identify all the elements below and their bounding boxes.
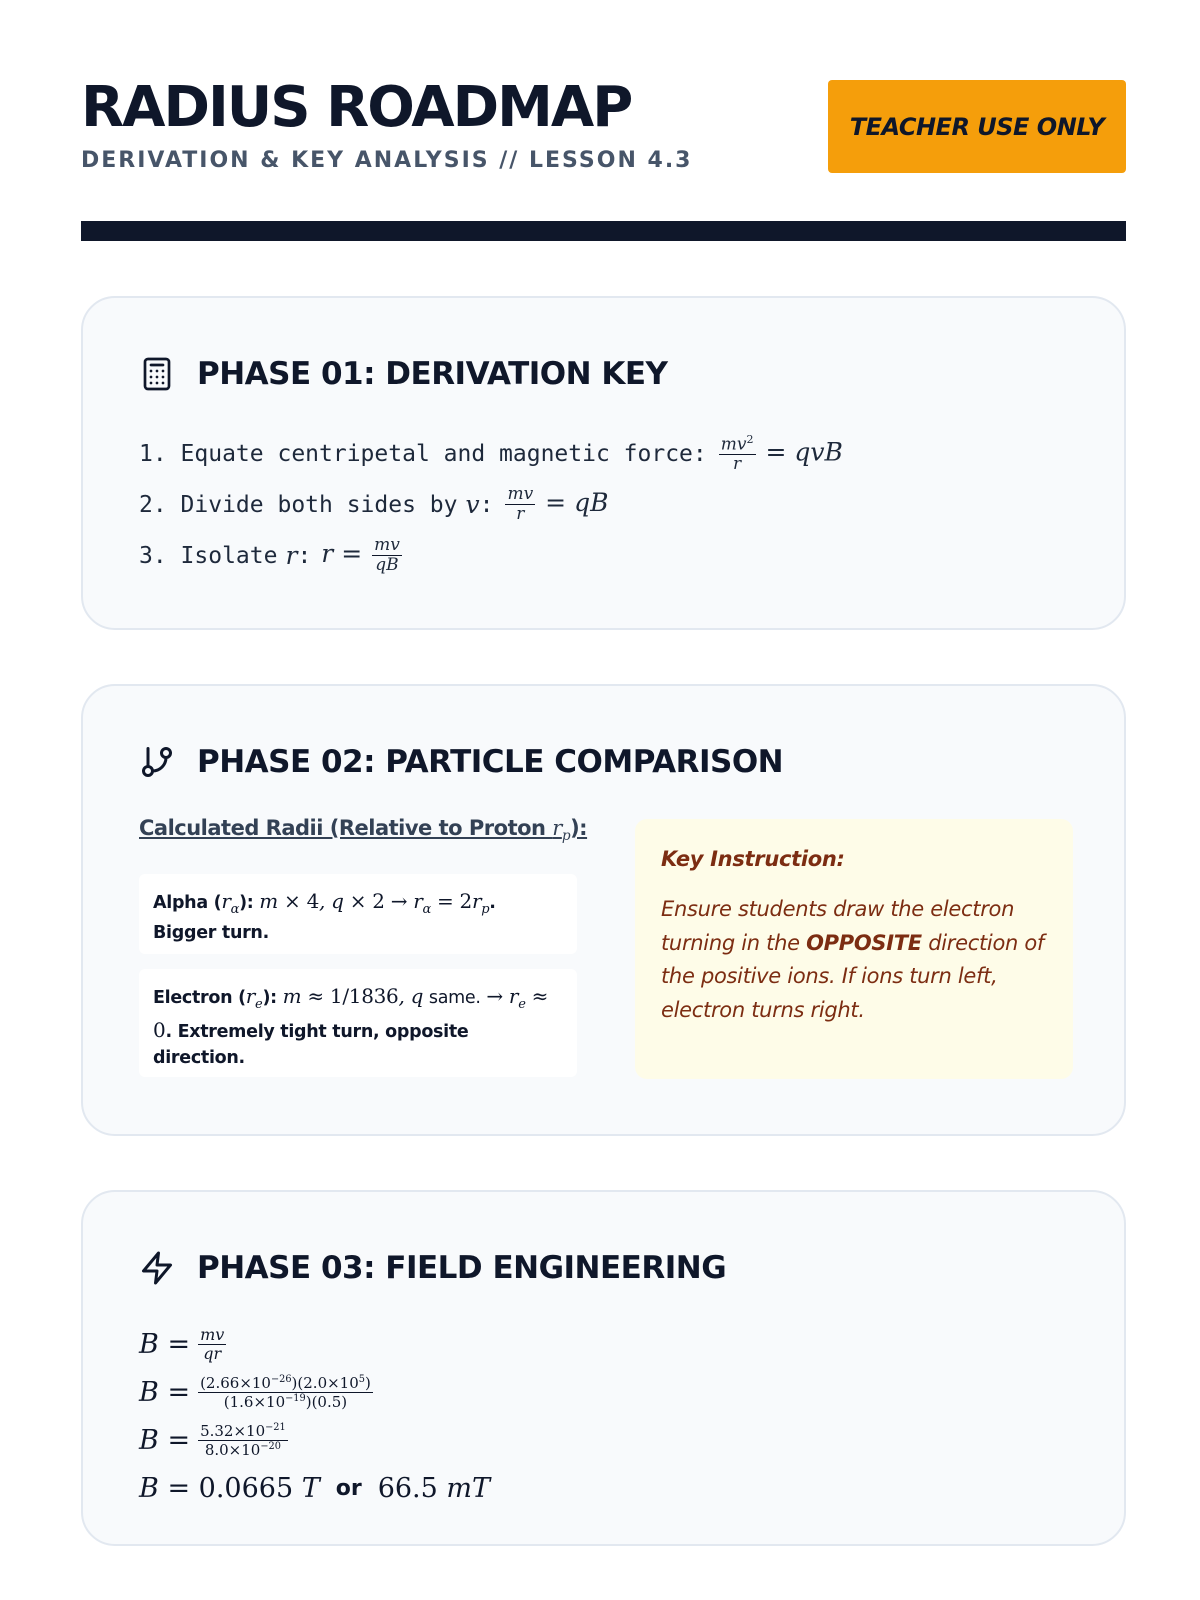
key-instruction-label: Key Instruction: <box>661 847 845 871</box>
page-subtitle: DERIVATION & KEY ANALYSIS // LESSON 4.3 <box>81 148 693 173</box>
phase-01-header <box>139 356 667 392</box>
phase-03-header <box>139 1250 726 1286</box>
phase-01-card <box>81 296 1126 630</box>
phase-03-title: PHASE 03: FIELD ENGINEERING <box>197 1250 727 1286</box>
phase-02-header <box>139 744 783 780</box>
key-instruction-text: Ensure students draw the electron turning in the OPPOSITE direction of the positive ions. If ions turn left, electron turns right. <box>661 897 1045 1022</box>
page-header <box>81 75 1126 173</box>
field-calculation <box>139 1320 490 1512</box>
lightning-icon <box>139 1250 175 1286</box>
equation-line: B = $\frac{5.32\times 10^{-21}}{8.0\times 10^{-20}}$ <box>139 1421 286 1459</box>
derivation-step: 1. Equate centripetal and magnetic force: $\frac{mv^2}{r}$ = qvB <box>139 432 843 475</box>
derivation-step: 3. Isolate r : r = $\frac{mv}{qB}$ <box>139 530 843 581</box>
radii-heading: Calculated Radii (Relative to Proton $r_p$): <box>139 816 588 845</box>
equation: $\frac{mv}{r}$ = qB <box>507 484 609 524</box>
equation: r = $\frac{mv}{qB}$ <box>321 535 400 575</box>
page-title: RADIUS ROADMAP <box>81 75 632 140</box>
equation-line: B = $\frac{(2.66\times 10^{-26})(2.0\times 10^5)}{(1.6\times 10^{-19})(0.5)}$ <box>139 1373 371 1411</box>
teacher-only-badge: TEACHER USE ONLY <box>828 80 1126 173</box>
calculator-icon <box>139 356 175 392</box>
derivation-step: 2. Divide both sides by v : $\frac{mv}{r}$ = qB <box>139 484 609 524</box>
equation: $\frac{mv^2}{r}$ = qvB <box>720 432 843 475</box>
derivation-steps <box>139 428 843 581</box>
alpha-radius-box: Alpha $(r_\alpha)$: m × 4, $q \times 2 \to r_\alpha = 2r_p$. Bigger turn. <box>139 874 577 954</box>
phase-01-title: PHASE 01: DERIVATION KEY <box>197 356 668 392</box>
git-branch-icon <box>139 744 175 780</box>
electron-radius-box: Electron $(r_e)$: m ≈ 1/1836, q same. → $r_e \approx 0$. Extremely tight turn, opposite direction. <box>139 969 577 1077</box>
phase-02-card <box>81 684 1126 1136</box>
equation-line: B = 0.0665 T or 66.5 mT <box>139 1472 491 1504</box>
key-instruction-box <box>635 819 1073 1079</box>
phase-03-card <box>81 1190 1126 1546</box>
header-divider <box>81 221 1126 241</box>
equation-line: B = $\frac{mv}{qr}$ <box>139 1324 225 1363</box>
phase-02-title: PHASE 02: PARTICLE COMPARISON <box>197 744 784 780</box>
